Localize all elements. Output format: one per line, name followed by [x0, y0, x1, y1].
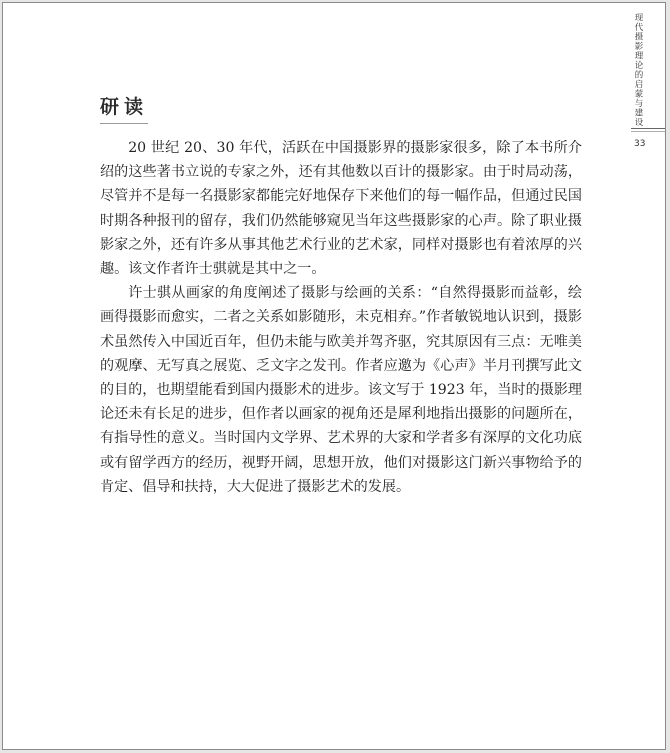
paragraph-1: 20 世纪 20、30 年代，活跃在中国摄影界的摄影家很多，除了本书所介绍的这些著书立说的专家之外，还有其他数以百计的摄影家。由于时局动荡，尽管并不是每一名摄影家都能完好地保存下来他们的每一幅作品，但通过民国时期各种报刊的留存，我们仍然能够窥见当年这些摄影家的心声。除了职业摄影家之外，还有许多从事其他艺术行业的艺术家，同样对摄影也有着浓厚的兴趣。该文作者许士骐就是其中之一。: [100, 140, 582, 278]
margin-rule: [631, 128, 666, 129]
margin-rule-secondary: [631, 131, 666, 132]
page-number: 33: [634, 139, 646, 149]
running-title: 现代摄影理论的启蒙与建设: [633, 13, 643, 127]
book-page: [2, 2, 666, 750]
body-text: [100, 136, 582, 499]
paragraph-2: 许士骐从画家的角度阐述了摄影与绘画的关系：“自然得摄影而益彰，绘画得摄影而愈实，二者之关系如影随形，未克相弃。”作者敏锐地认识到，摄影术虽然传入中国近百年，但仍未能与欧美并驾齐驱，究其原因有三点：无唯美的观摩、无写真之展览、乏文字之发刊。作者应邀为《心声》半月刊撰写此文的目的，也期望能看到国内摄影术的进步。该文写于 1923 年，当时的摄影理论还未有长足的进步，但作者以画家的视角还是犀利地指出摄影的问题所在，有指导性的意义。当时国内文学界、艺术界的大家和学者多有深厚的文化功底或有留学西方的经历，视野开阔，思想开放，他们对摄影这门新兴事物给予的肯定、倡导和扶持，大大促进了摄影艺术的发展。: [100, 285, 582, 495]
section-heading: 研读: [100, 95, 148, 124]
